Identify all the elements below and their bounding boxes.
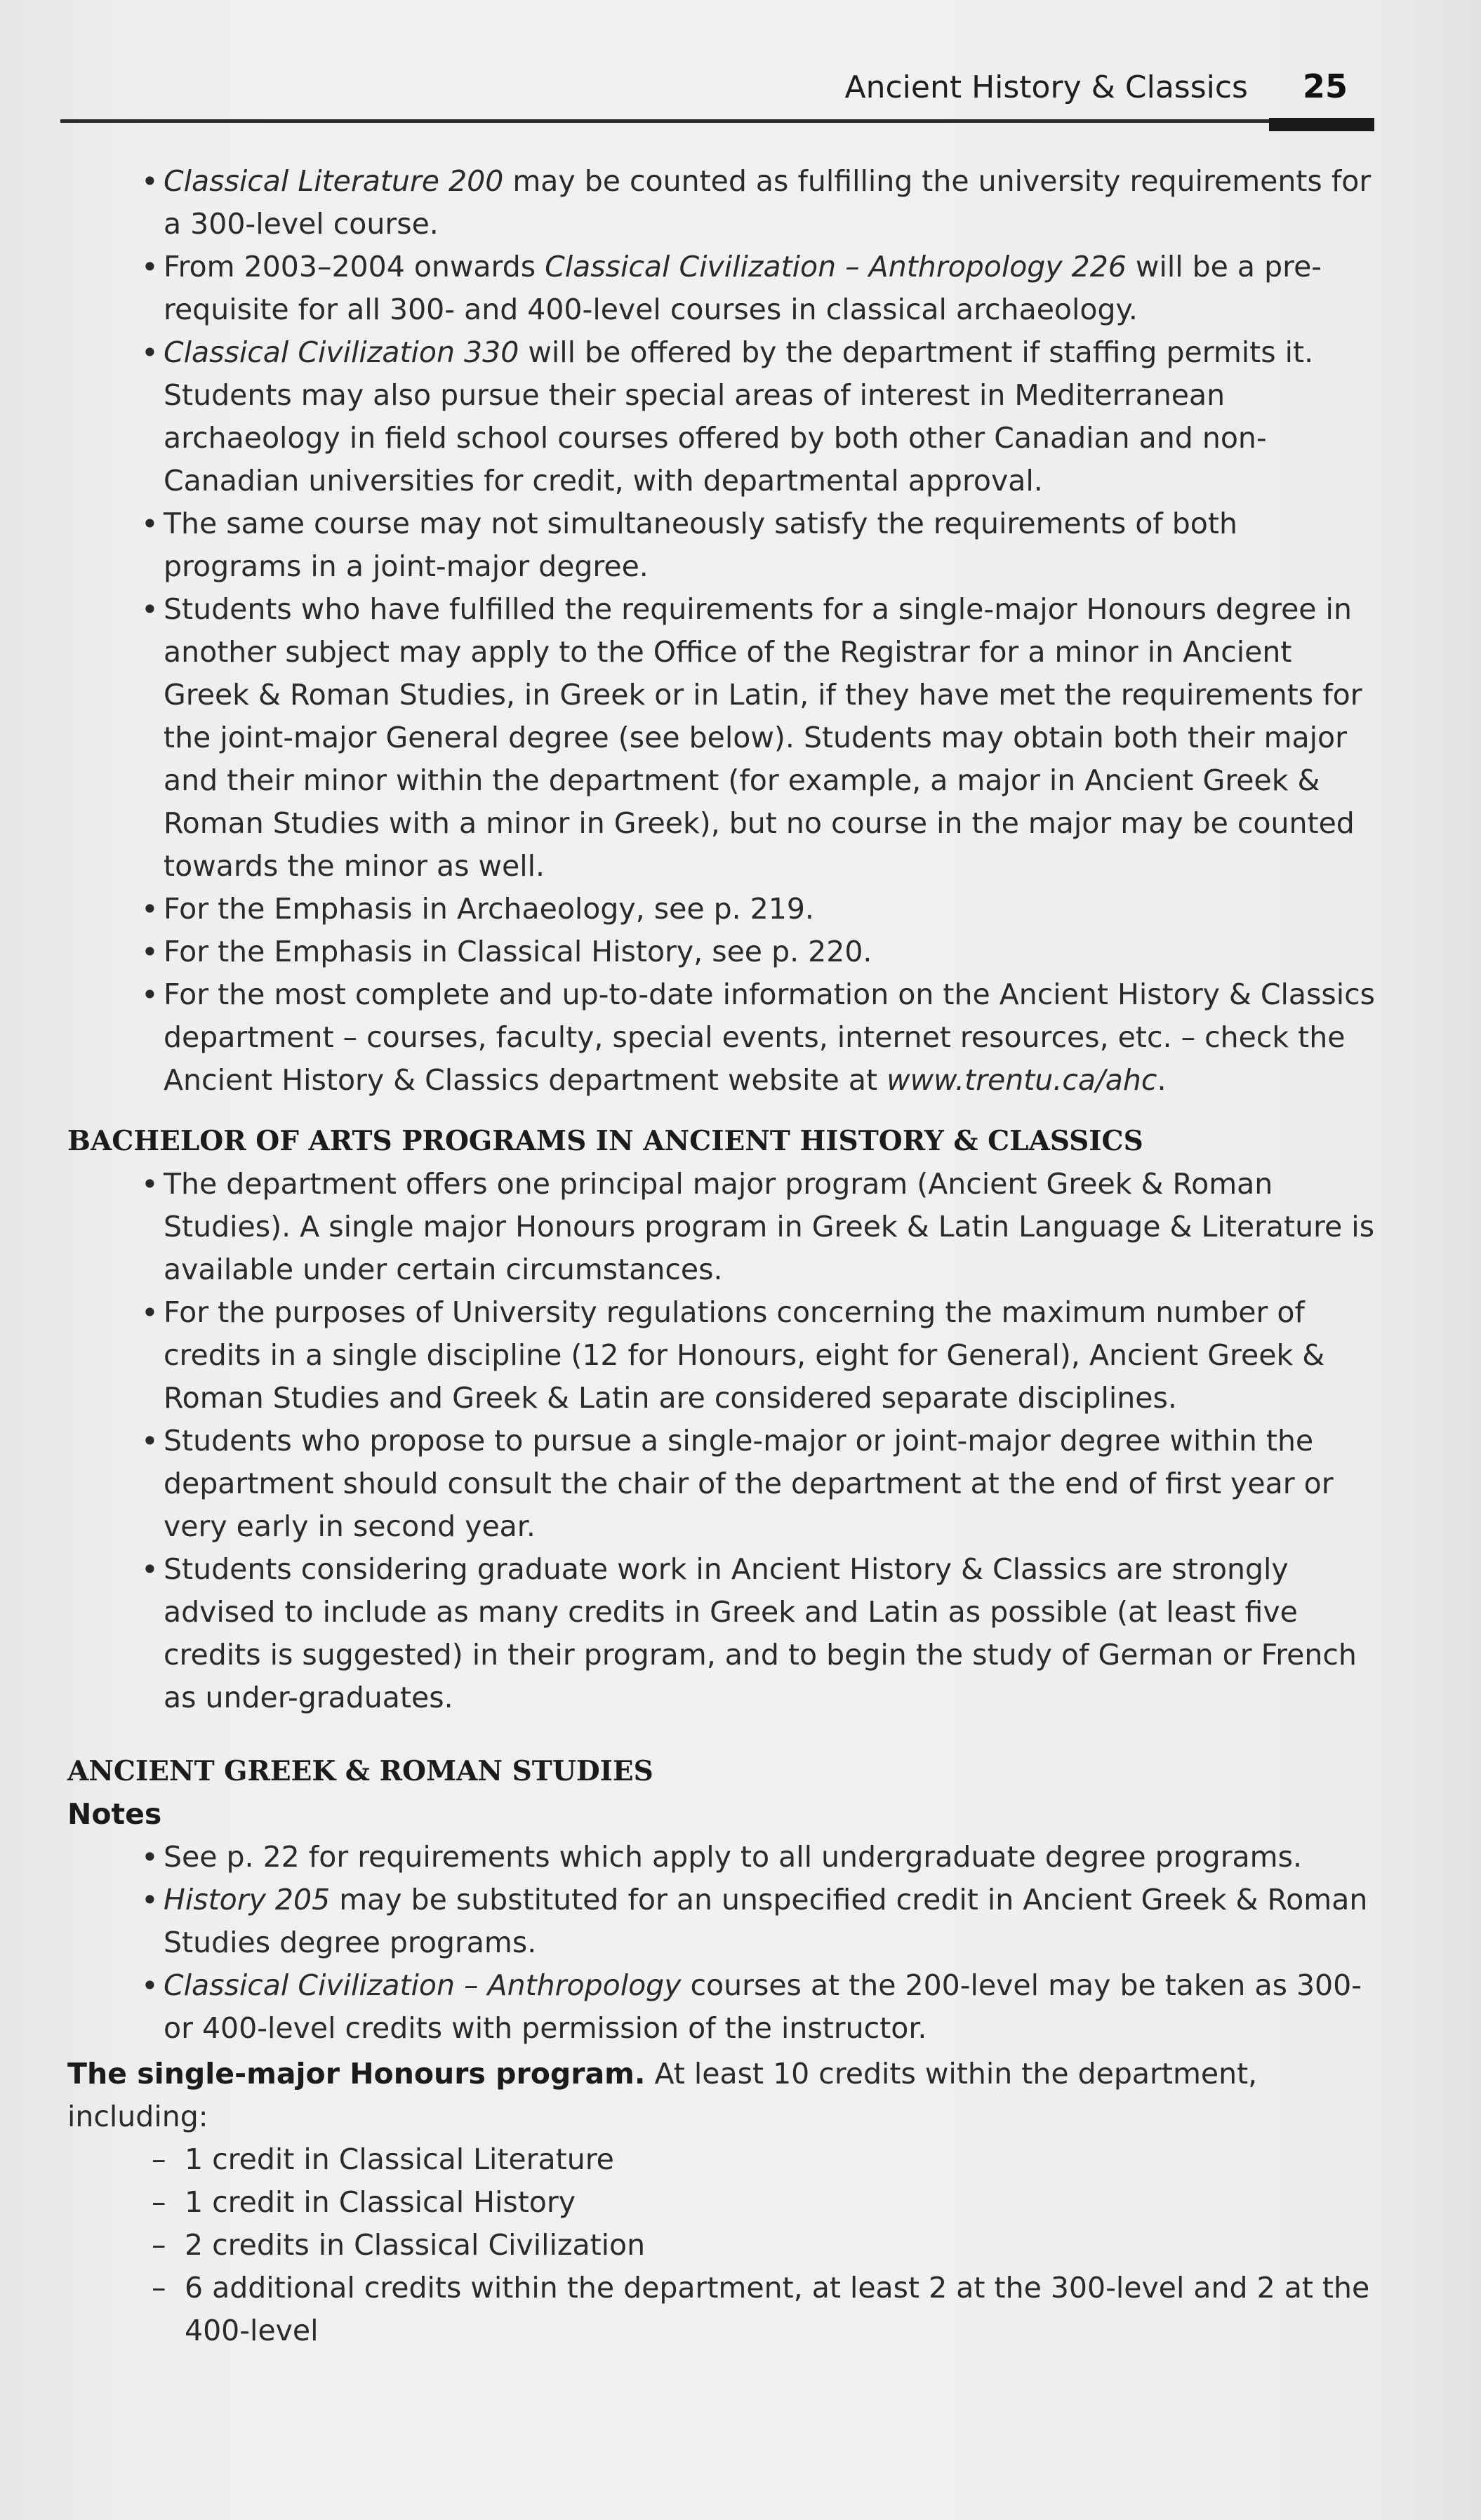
bullet-text: For the Emphasis in Archaeology, see p. 219. xyxy=(164,892,814,926)
list-item xyxy=(67,160,1380,246)
bullet-text: will be a pre-requisite for all 300- and 400-level courses in classical archaeology. xyxy=(164,250,1322,326)
running-title: Ancient History & Classics xyxy=(844,69,1248,105)
course-name: Classical Literature 200 xyxy=(164,164,504,198)
course-name: Classical Civilization – Anthropology 226 xyxy=(545,250,1127,284)
bullet-text: may be counted as fulfilling the university requirements for a 300-level course. xyxy=(164,164,1372,241)
page-header xyxy=(844,67,1348,105)
ba-section-title: BACHELOR OF ARTS PROGRAMS IN ANCIENT HISTORY & CLASSICS xyxy=(67,1125,1143,1157)
bullet-text: The same course may not simultaneously satisfy the requirements of both programs in a joint-major degree. xyxy=(164,507,1237,583)
list-item: • For the purposes of University regulations concerning the maximum number of credits in a single discipline (12 for Honours, eight for General), Ancient Greek & Roman Studies and Greek & Latin are considered separate disciplines. xyxy=(67,1291,1380,1420)
program-text: At least 10 credits within the department, including: xyxy=(67,2057,1258,2133)
bullet-text: Students who have fulfilled the requirements for a single-major Honours degree in another subject may apply to the Office of the Registrar for a minor in Ancient Greek & Roman Studies, in Greek or in Latin, if they have met the requirements for the joint-major General degree (see below). Students may obtain both their major and their minor within the department (for example, a major in Ancient Greek & Roman Studies with a minor in Greek), but no course in the major may be counted towards the minor as well. xyxy=(164,592,1362,883)
program-description xyxy=(67,2053,1380,2138)
notes-label: Notes xyxy=(67,1797,162,1831)
agrs-section-title: ANCIENT GREEK & ROMAN STUDIES xyxy=(67,1755,653,1787)
list-item: – 2 credits in Classical Civilization xyxy=(67,2224,1380,2267)
list-item: – 6 additional credits within the department, at least 2 at the 300-level and 2 at the 400-level xyxy=(67,2267,1380,2352)
ba-bullet-list xyxy=(67,1163,1380,1719)
bullet-text: . xyxy=(1157,1063,1167,1097)
website-link[interactable]: www.trentu.ca/ahc xyxy=(886,1063,1157,1097)
list-item xyxy=(67,1964,1380,2050)
bullet-text: From 2003–2004 onwards xyxy=(164,250,545,284)
bullet-text: courses at the 200-level may be taken as 300- or 400-level credits with permission of the instructor. xyxy=(164,1968,1362,2045)
requirements-list xyxy=(67,2138,1380,2352)
bullet-text: will be offered by the department if staffing permits it. Students may also pursue their special areas of interest in Mediterranean archaeology in field school courses offered by both other Canadian and non-Canadian universities for credit, with departmental approval. xyxy=(164,335,1314,498)
bullet-text: See p. 22 for requirements which apply to all undergraduate degree programs. xyxy=(164,1840,1303,1874)
course-name: Classical Civilization 330 xyxy=(164,335,519,369)
bullet-text: may be substituted for an unspecified credit in Ancient Greek & Roman Studies degree programs. xyxy=(164,1883,1368,1959)
header-rule xyxy=(60,119,1339,123)
intro-bullet-list xyxy=(67,160,1380,1102)
list-item: • Students who propose to pursue a single-major or joint-major degree within the department should consult the chair of the department at the end of first year or very early in second year. xyxy=(67,1420,1380,1548)
page-number: 25 xyxy=(1302,67,1348,105)
bullet-text: For the most complete and up-to-date information on the Ancient History & Classics department – courses, faculty, special events, internet resources, etc. – check the Ancient History & Classics department website at xyxy=(164,978,1376,1097)
list-item: • The department offers one principal major program (Ancient Greek & Roman Studies). A single major Honours program in Greek & Latin Language & Literature is available under certain circumstances. xyxy=(67,1163,1380,1291)
header-rule-tab xyxy=(1269,118,1374,131)
list-item xyxy=(67,502,1380,588)
list-item xyxy=(67,973,1380,1102)
list-item xyxy=(67,1879,1380,1964)
list-item xyxy=(67,888,1380,931)
course-name: Classical Civilization – Anthropology xyxy=(164,1968,682,2002)
page-content xyxy=(67,160,1380,2352)
list-item xyxy=(67,1836,1380,1879)
notes-list xyxy=(67,1836,1380,2050)
list-item xyxy=(67,588,1380,888)
program-lead: The single-major Honours program. xyxy=(67,2057,646,2091)
list-item: • Students considering graduate work in Ancient History & Classics are strongly advised to include as many credits in Greek and Latin as possible (at least five credits is suggested) in their program, and to begin the study of German or French as under-graduates. xyxy=(67,1548,1380,1719)
course-name: History 205 xyxy=(164,1883,331,1916)
list-item: – 1 credit in Classical Literature xyxy=(67,2138,1380,2181)
list-item: – 1 credit in Classical History xyxy=(67,2181,1380,2224)
list-item xyxy=(67,331,1380,502)
list-item xyxy=(67,931,1380,973)
bullet-text: For the Emphasis in Classical History, see p. 220. xyxy=(164,935,872,968)
list-item xyxy=(67,246,1380,331)
